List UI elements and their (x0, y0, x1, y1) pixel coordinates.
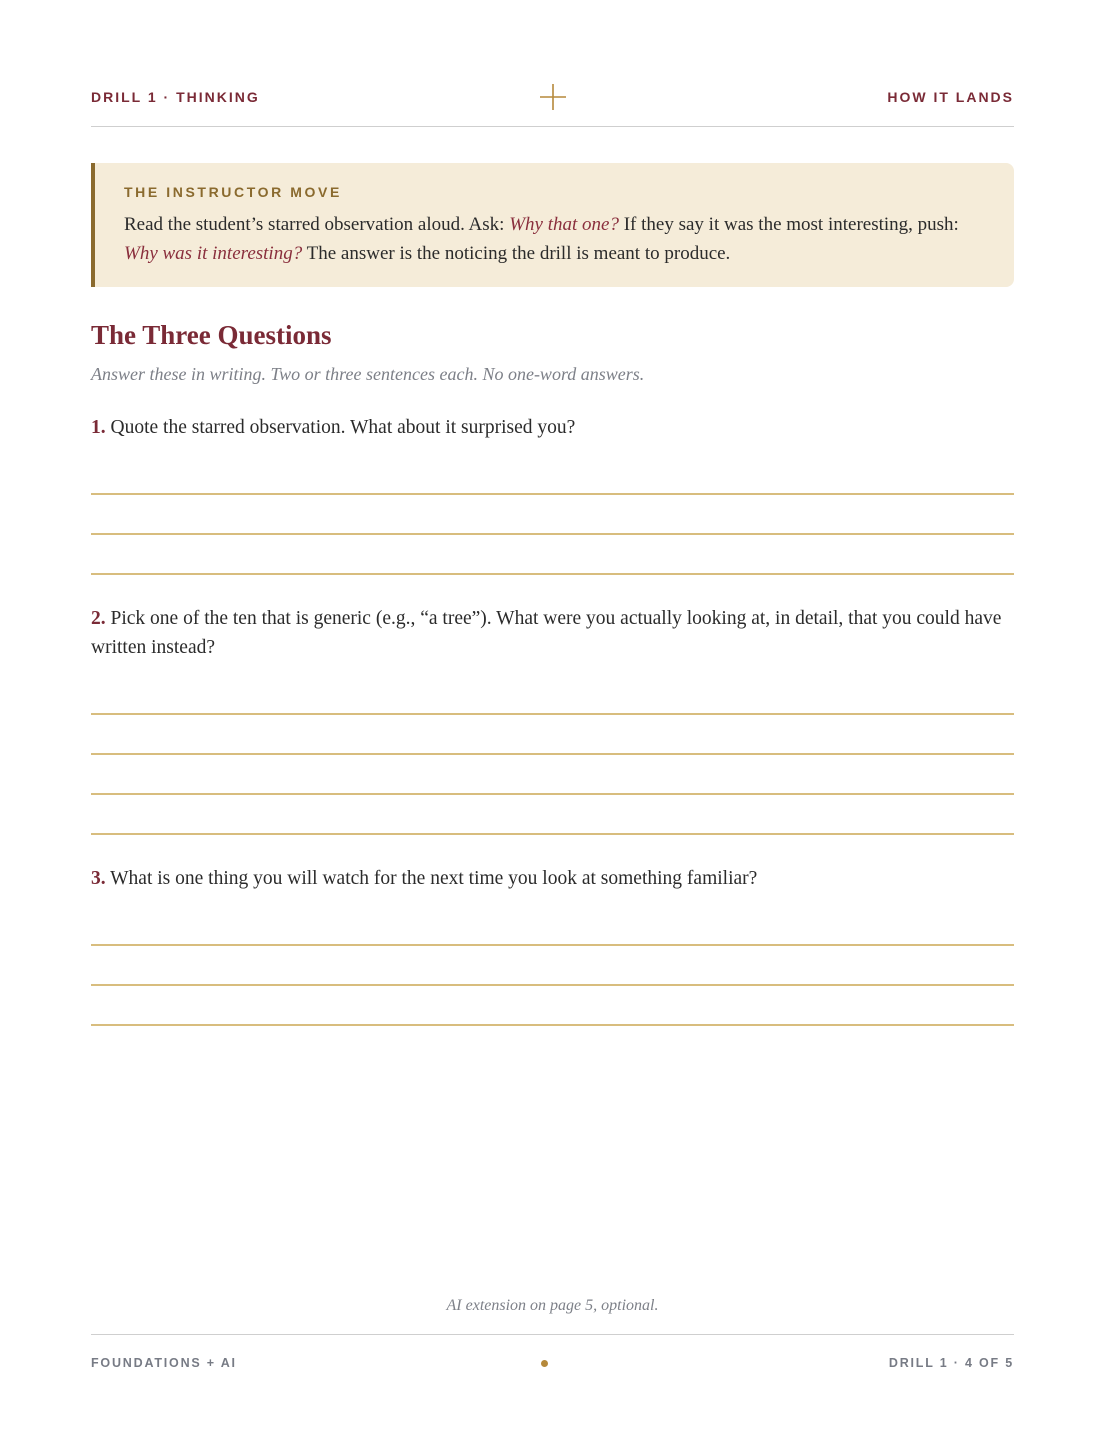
section-subtitle: Answer these in writing. Two or three sentences each. No one-word answers. (91, 364, 645, 384)
callout-emphasis-2: Why was it interesting? (124, 243, 303, 264)
answer-line[interactable] (91, 984, 1014, 986)
footer-note: AI extension on page 5, optional. (446, 1297, 659, 1314)
page-header (91, 84, 1014, 127)
callout-emphasis-1: Why that one? (509, 214, 619, 235)
answer-line[interactable] (91, 533, 1014, 535)
question-text: Pick one of the ten that is generic (e.g., “a tree”). What were you actually looking at, in detail, that you could have written instead? (91, 608, 1002, 658)
header-drill-label: DRILL 1 · THINKING (91, 89, 260, 105)
dot-ornament-icon (541, 1360, 548, 1367)
question-number: 1. (91, 417, 106, 438)
question-text: What is one thing you will watch for the next time you look at something familiar? (105, 868, 758, 889)
question-3 (91, 864, 1014, 893)
page-footer (91, 1334, 1014, 1375)
footer-series-label: FOUNDATIONS + AI (91, 1356, 237, 1370)
footer-page-label: DRILL 1 · 4 OF 5 (888, 1356, 1014, 1370)
answer-line[interactable] (91, 944, 1014, 946)
question-number: 3. (91, 868, 106, 889)
answer-line[interactable] (91, 753, 1014, 755)
question-1 (91, 413, 1014, 442)
answer-line[interactable] (91, 713, 1014, 715)
header-section-label: HOW IT LANDS (887, 89, 1014, 105)
question-number: 2. (91, 608, 106, 629)
section-title: The Three Questions (91, 320, 332, 350)
callout-kicker: THE INSTRUCTOR MOVE (124, 184, 342, 200)
callout-text-1: Read the student’s starred observation aloud. Ask: (124, 214, 510, 235)
answer-line[interactable] (91, 573, 1014, 575)
callout-text-3: The answer is the noticing the drill is meant to produce. (302, 243, 731, 264)
plus-ornament-icon (540, 84, 566, 110)
answer-line[interactable] (91, 793, 1014, 795)
question-2 (91, 604, 1014, 662)
worksheet-page (91, 0, 1014, 1430)
answer-line[interactable] (91, 1024, 1014, 1026)
answer-line[interactable] (91, 833, 1014, 835)
answer-line[interactable] (91, 493, 1014, 495)
callout-text-2: If they say it was the most interesting, push: (618, 214, 959, 235)
callout-body (124, 210, 984, 268)
question-text: Quote the starred observation. What about it surprised you? (105, 417, 576, 438)
instructor-callout (91, 163, 1014, 287)
